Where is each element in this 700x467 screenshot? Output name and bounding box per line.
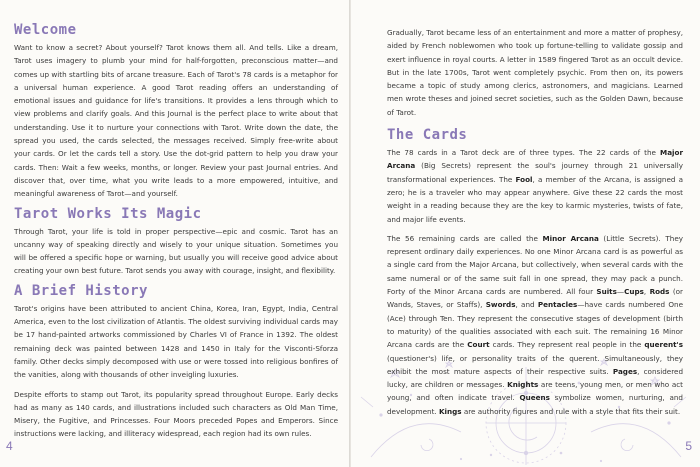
section-the-cards	[387, 127, 683, 418]
section-brief-history	[14, 283, 338, 441]
term-rods: Rods	[649, 287, 670, 297]
term-major-arcana: Major Arcana	[387, 148, 683, 171]
term-fool: Fool	[515, 174, 533, 184]
term-cups: Cups	[624, 287, 644, 297]
cards-paragraph-2: The 56 remaining cards are called the Minor Arcana (Little Secrets). They represent ordinary daily experiences. No one Minor Arcana card is as powerful as a single card from the Major Arcana, but collectively, when several cards with the same numeral or of the same suit fall in one spread, they may pack a punch. Forty of the Minor Arcana cards are numbered. All four Suits—Cups, Rods (or Wands, Staves, or Staffs), Swords, and Pentacles—have cards numbered One (Ace) through Ten. They represent the consecutive stages of development (birth to maturity) of the qualities associated with each suit. The remaining 16 Minor Arcana cards are the Court cards. They represent real people in the querent's (questioner's) life, or personality traits of the querent. Simultaneously, they exhibit the most mature aspects of their respective suits. Pages, considered lucky, are children or messages. Knights are teens, young men, or men who act young, and often indicate travel. Queens symbolize women, nurturing, and development. Kings are authority figures and rule with a style that fits their suit.	[387, 233, 684, 416]
term-pentacles: Pentacles	[537, 300, 578, 310]
term-swords: Swords	[485, 300, 516, 310]
section-tarot-magic	[14, 206, 338, 278]
heading-the-cards: The Cards	[387, 127, 468, 144]
right-column	[387, 26, 683, 418]
term-queens: Queens	[519, 393, 550, 403]
page-number-right: 5	[685, 439, 692, 453]
heading-welcome: Welcome	[14, 22, 77, 38]
page-number-left: 4	[6, 439, 13, 453]
term-court: Court	[467, 340, 490, 350]
cards-paragraph-1: The 78 cards in a Tarot deck are of three types. The 22 cards of the Major Arcana (Big Secrets) represent the soul's journey through 21 universally transformational experiences. The Fool, a member of the Arcana, is assigned a zero; he is a traveler who may appear anywhere. Give these 22 cards the most weight in a reading because they are the key to karmic mysteries, twists of fate, and major life events.	[387, 148, 683, 224]
tarot-magic-paragraph: Through Tarot, your life is told in proper perspective—epic and cosmic. Tarot has an uncanny way of speaking directly and wisely to your unique situation. Sometimes you will be offered a specific hope or warning, but usually you will receive good advice about creating your own best future. Tarot sends you away with courage, insight, and flexibility.	[14, 226, 338, 276]
history-paragraph-2: Despite efforts to stamp out Tarot, its popularity spread throughout Europe. Early decks had as many as 140 cards, and illustrations included such characters as Old Man Time, Misery, the Fugitive, and Princesses. Four Moors preceded Popes and Emperors. Since instructions were lacking, and illiteracy widespread, each region had its own rules.	[14, 389, 338, 439]
term-suits: Suits	[596, 287, 617, 297]
left-page	[0, 0, 349, 467]
history-paragraph-1: Tarot's origins have been attributed to ancient China, Korea, Iran, Egypt, India, Central America, even to the lost civilization of Atlantis. The oldest surviving individual cards may be 17 hand-painted artworks commissioned by Charles VI of France in 1392. The oldest remaining deck was painted between 1428 and 1450 in Italy for the Visconti-Sforza family. Other decks simply decomposed with use or were tossed into religious bonfires of the vanities, along with thousands of other inveigling luxuries.	[14, 303, 338, 380]
term-minor-arcana: Minor Arcana	[542, 233, 599, 243]
right-page	[351, 0, 700, 467]
heading-tarot-works-its-magic: Tarot Works Its Magic	[14, 205, 202, 222]
term-kings: Kings	[438, 406, 462, 416]
term-knights: Knights	[507, 380, 539, 390]
term-querents: querent's	[644, 340, 683, 350]
term-pages: Pages	[612, 366, 638, 376]
welcome-paragraph: Want to know a secret? About yourself? Tarot knows them all. And tells. Like a dream, Tarot uses imagery to plumb your mind for half-forgotten, preconscious matter—and comes up with startling bits of arcane treasure. Each of Tarot's 78 cards is a metaphor for a universal human experience. A good Tarot reading offers an understanding of emotional issues and guidance for life's transitions. It provides a lens through which to view problems and clarify goals. And this Journal is the perfect place to write about that understanding. Use it to nurture your connections with Tarot. Write down the date, the spread you used, the cards selected, the messages received. Simply free-write about your cards. Or let the cards tell a story. Use the dot-grid pattern to help you draw your cards. Then: Wait a few weeks, months, or longer. Review your past Journal entries. And discover that, over time, what you write leads to a more empowered, intuitive, and meaningful awareness of Tarot—and yourself.	[14, 43, 338, 199]
section-welcome	[14, 22, 338, 201]
history-continued-paragraph: Gradually, Tarot became less of an entertainment and more a matter of prophesy, aided by French noblewomen who took up fortune-telling to validate gossip and exert influence in royal courts. A letter in 1589 fingered Tarot as an occult device. But in the late 1700s, Tarot went completely psychic. From then on, its powers became a topic of study among clerics, astronomers, and magicians. Learned men wrote theses and joined secret societies, such as the Golden Dawn, because of Tarot.	[387, 28, 683, 117]
left-column	[14, 22, 338, 441]
heading-a-brief-history: A Brief History	[14, 282, 148, 299]
